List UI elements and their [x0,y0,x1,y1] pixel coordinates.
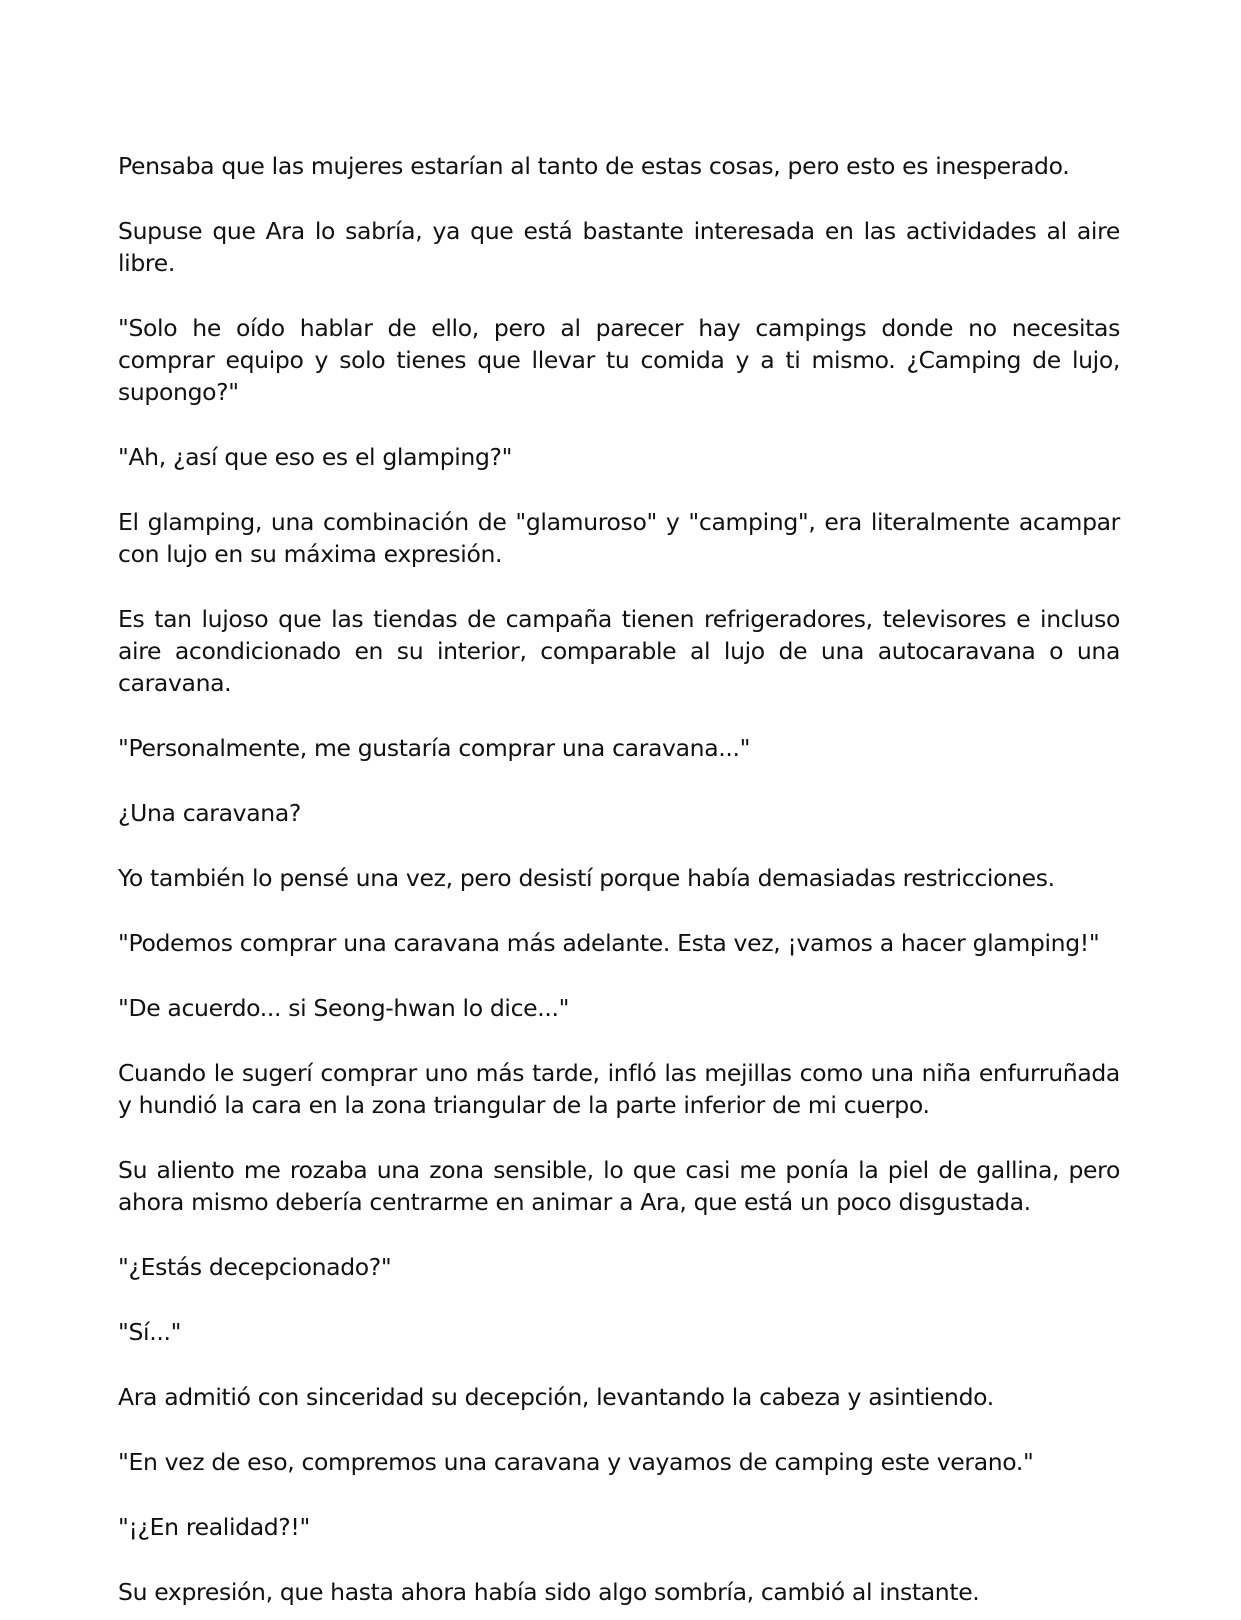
paragraph: "Sí..." [118,1318,182,1346]
paragraph: Su aliento me rozaba una zona sensible, lo que casi me ponía la piel de gallina, pero ahora mismo debería centrarme en animar a Ara, que está un poco disgustada. [118,1156,1120,1216]
paragraph: "Ah, ¿así que eso es el glamping?" [118,443,513,471]
paragraph: "¡¿En realidad?!" [118,1513,310,1541]
paragraph: "De acuerdo... si Seong-hwan lo dice..." [118,994,570,1022]
paragraph: Ara admitió con sinceridad su decepción, levantando la cabeza y asintiendo. [118,1383,994,1411]
paragraph: Supuse que Ara lo sabría, ya que está bastante interesada en las actividades al aire libre. [118,217,1120,277]
paragraph: "En vez de eso, compremos una caravana y vayamos de camping este verano." [118,1448,1034,1476]
paragraph: "Solo he oído hablar de ello, pero al parecer hay campings donde no necesitas comprar equipo y solo tienes que llevar tu comida y a ti mismo. ¿Camping de lujo, supongo?" [118,314,1120,406]
paragraph: Yo también lo pensé una vez, pero desistí porque había demasiadas restricciones. [118,864,1055,892]
paragraph: Pensaba que las mujeres estarían al tanto de estas cosas, pero esto es inesperado. [118,152,1070,180]
paragraph: "¿Estás decepcionado?" [118,1253,392,1281]
paragraph: ¿Una caravana? [118,799,301,827]
paragraph: "Podemos comprar una caravana más adelante. Esta vez, ¡vamos a hacer glamping!" [118,929,1100,957]
paragraph: Su expresión, que hasta ahora había sido algo sombría, cambió al instante. [118,1578,980,1606]
paragraph: "Personalmente, me gustaría comprar una caravana..." [118,734,751,762]
paragraph: El glamping, una combinación de "glamuroso" y "camping", era literalmente acampar con lujo en su máxima expresión. [118,508,1120,568]
paragraph: Cuando le sugerí comprar uno más tarde, infló las mejillas como una niña enfurruñada y hundió la cara en la zona triangular de la parte inferior de mi cuerpo. [118,1059,1120,1119]
paragraph: Es tan lujoso que las tiendas de campaña tienen refrigeradores, televisores e incluso aire acondicionado en su interior, comparable al lujo de una autocaravana o una caravana. [118,605,1120,697]
document-body [118,150,1120,1620]
